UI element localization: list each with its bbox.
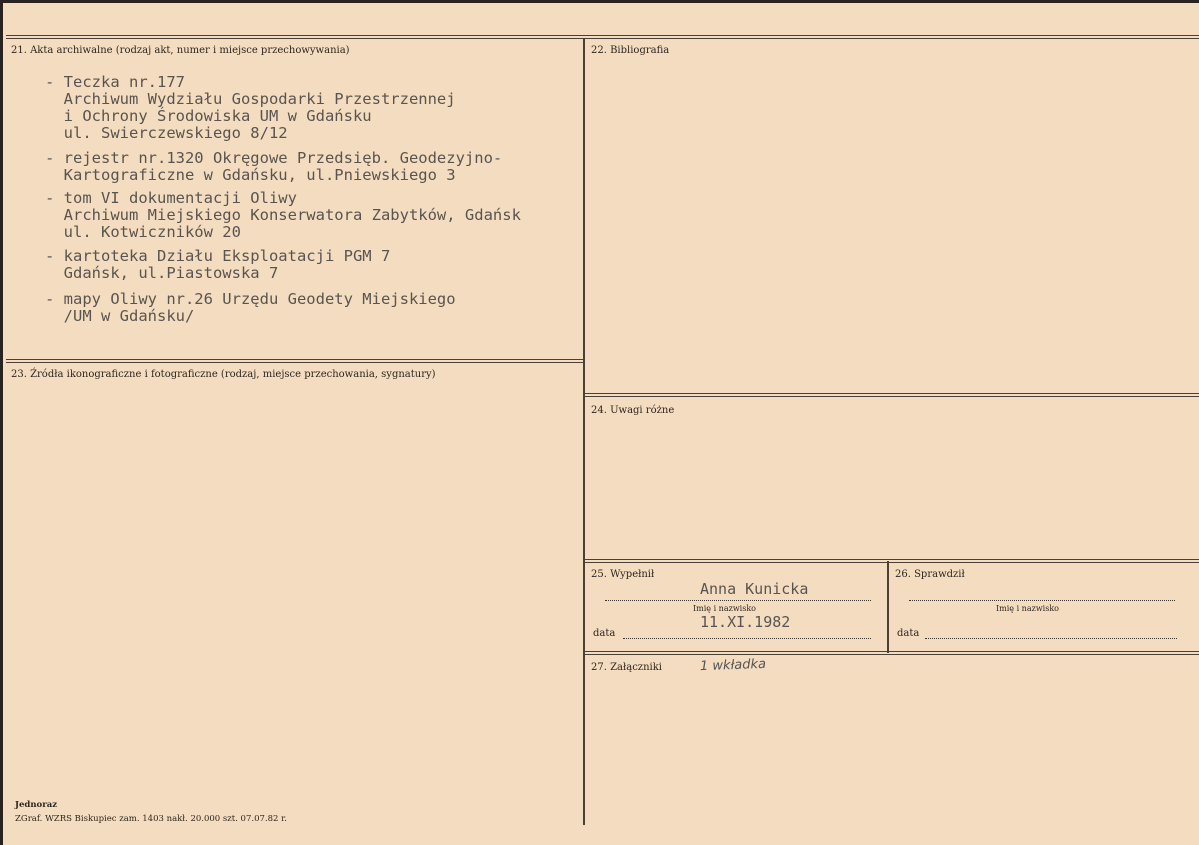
footer-line-1: Jednoraz <box>15 800 58 810</box>
divider-21-23 <box>6 359 583 360</box>
archive-entry: - mapy Oliwy nr.26 Urzędu Geodety Miejskiego /UM w Gdańsku/ <box>45 290 456 325</box>
section-21-label: 21. Akta archiwalne (rodzaj akt, numer i miejsce przechowywania) <box>11 45 350 56</box>
section-22-label: 22. Bibliografia <box>591 45 670 56</box>
date-label: data <box>593 628 616 639</box>
section-24-label: 24. Uwagi różne <box>591 405 675 416</box>
section-23-label: 23. Źródła ikonograficzne i fotograficzne (rodzaj, miejsce przechowania, sygnatury) <box>11 369 436 380</box>
divider-25-26 <box>887 561 889 653</box>
divider-25-27 <box>585 651 1199 652</box>
divider-22-24 <box>585 393 1199 394</box>
filled-by-name: Anna Kunicka <box>700 580 809 598</box>
section-25-label: 25. Wypełnił <box>591 569 655 580</box>
top-rule <box>6 35 1199 36</box>
filled-date: 11.XI.1982 <box>700 613 791 631</box>
name-caption: Imię i nazwisko <box>693 604 756 613</box>
archive-entry: - Teczka nr.177 Archiwum Wydziału Gospodarki Przestrzennej i Ochrony Środowiska UM w Gdańsku ul. Swierczewskiego 8/12 <box>45 73 456 142</box>
name-line <box>605 600 871 601</box>
footer-line-2: ZGraf. WZRS Biskupiec zam. 1403 nakł. 20.000 szt. 07.07.82 r. <box>15 814 287 824</box>
center-divider <box>583 39 585 825</box>
date-label: data <box>897 628 920 639</box>
archive-entry: - tom VI dokumentacji Oliwy Archiwum Miejskiego Konserwatora Zabytków, Gdańsk ul. Kotwiczników 20 <box>45 189 521 241</box>
archive-entry: - rejestr nr.1320 Okręgowe Przedsięb. Geodezyjno- Kartograficzne w Gdańsku, ul.Pniewskiego 3 <box>45 149 503 184</box>
attachments-value: 1 wkładka <box>699 656 767 675</box>
name-line <box>909 600 1175 601</box>
section-27-label: 27. Załączniki <box>591 662 662 673</box>
name-caption: Imię i nazwisko <box>996 604 1059 613</box>
date-line <box>623 638 871 639</box>
archive-entry: - kartoteka Działu Eksploatacji PGM 7 Gdańsk, ul.Piastowska 7 <box>45 247 391 282</box>
divider-24-25 <box>585 559 1199 560</box>
date-line <box>925 638 1177 639</box>
section-26-label: 26. Sprawdził <box>895 569 965 580</box>
